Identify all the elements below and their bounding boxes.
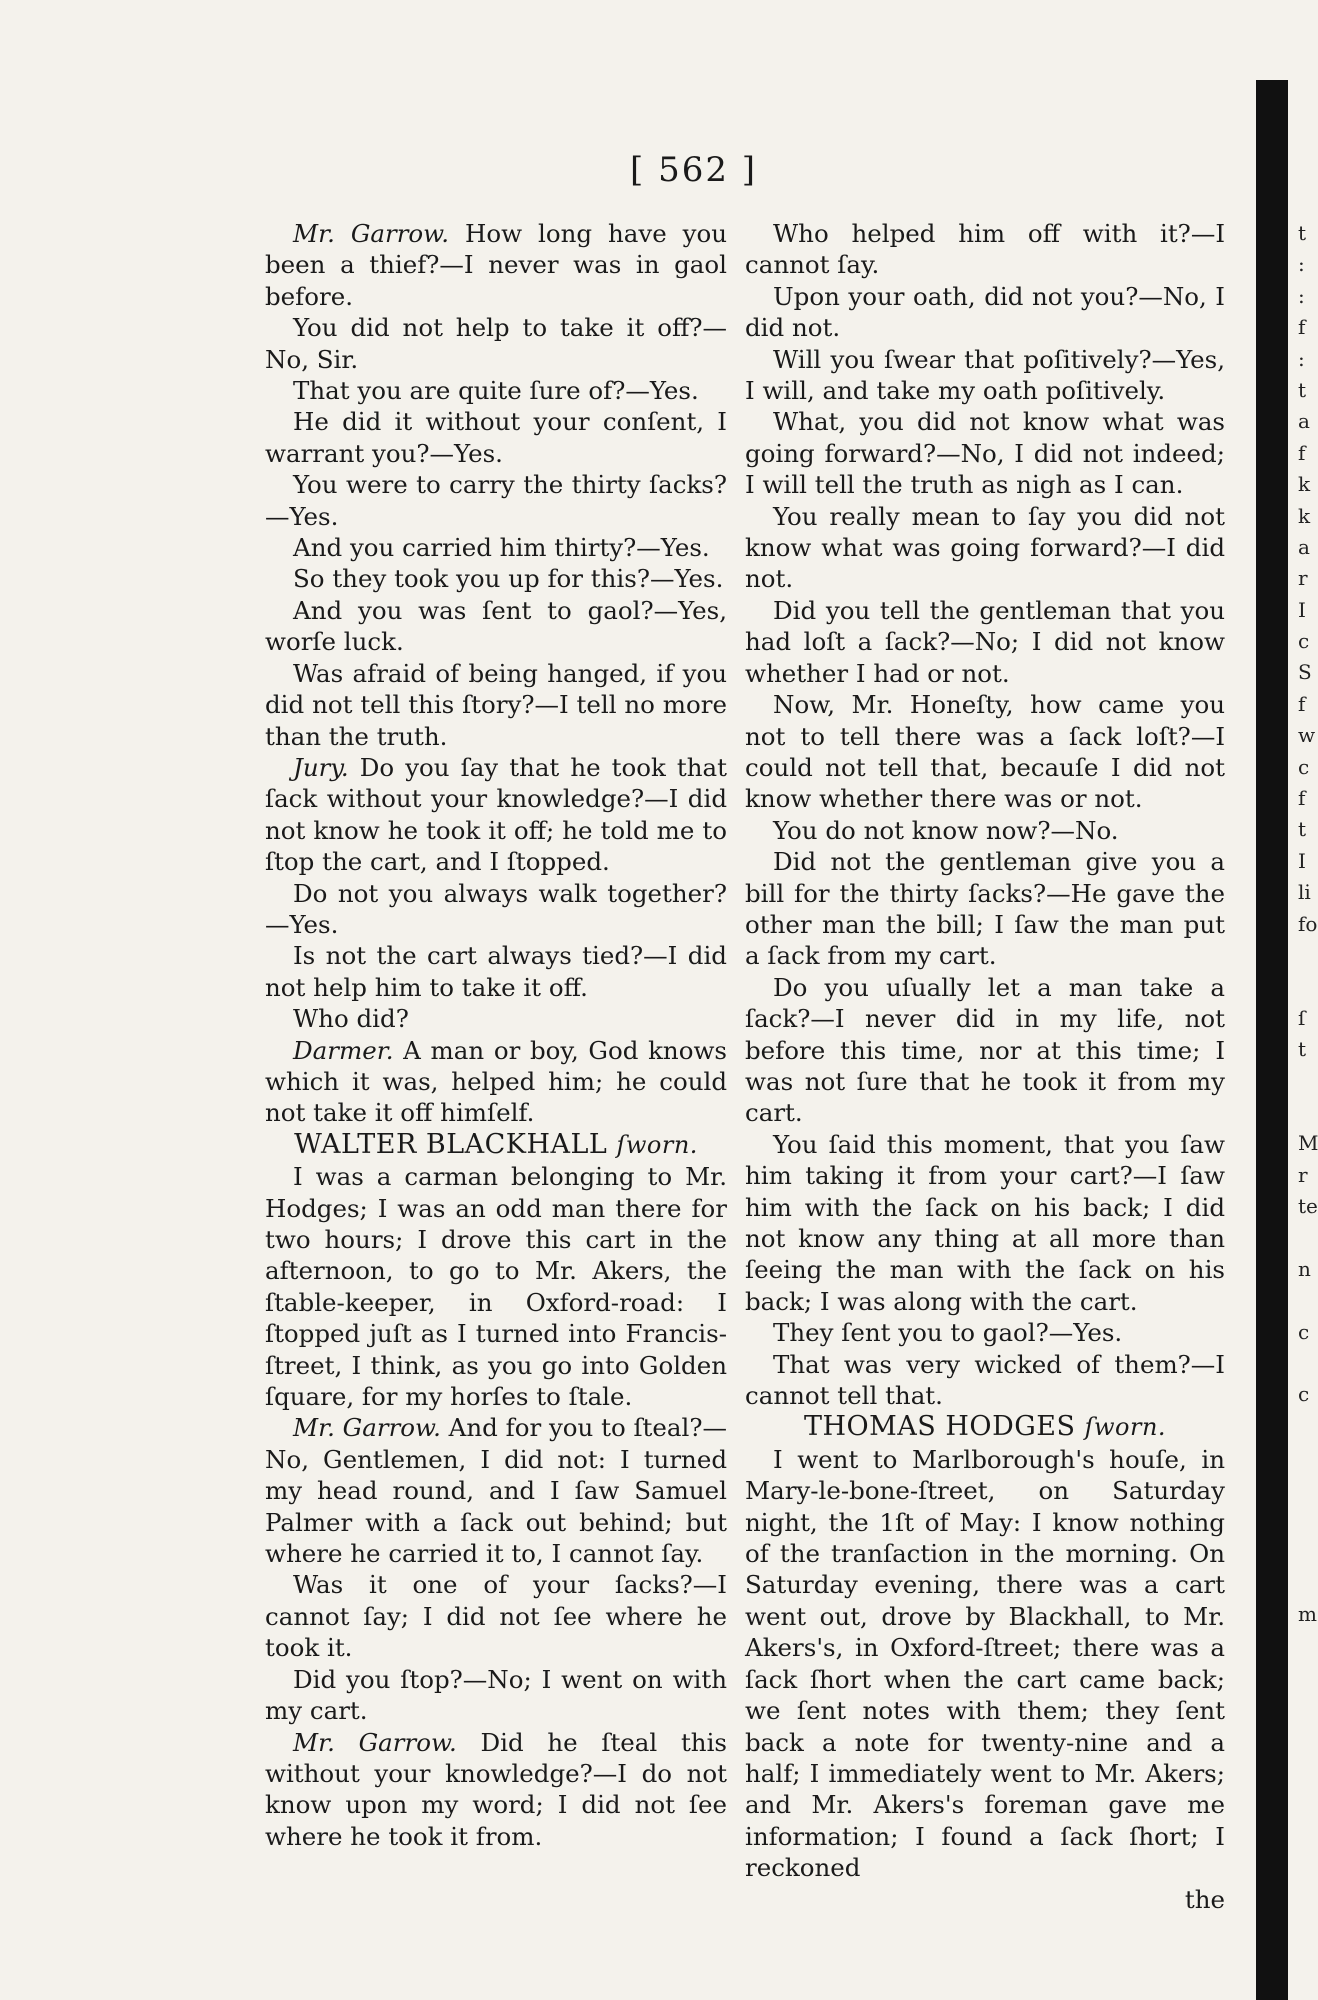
speaker-label: Mr. Garrow. xyxy=(293,1727,457,1757)
testimony-text: Was it one of your ſacks?—I cannot ſay; I did not ſee where he took it. xyxy=(265,1570,727,1663)
margin-fragment xyxy=(1298,1536,1316,1567)
testimony-paragraph xyxy=(265,595,727,658)
margin-fragment: : xyxy=(1298,346,1305,371)
testimony-paragraph xyxy=(265,312,727,375)
right-column-paragraphs xyxy=(745,218,1225,1411)
testimony-paragraph xyxy=(265,1003,727,1034)
testimony-text: You did not help to take it off?—No, Sir. xyxy=(265,313,727,374)
testimony-paragraph xyxy=(745,595,1225,689)
testimony-text: They ſent you to gaol?—Yes. xyxy=(773,1318,1123,1348)
testimony-paragraph xyxy=(745,972,1225,1129)
left-column-paragraphs xyxy=(265,218,727,1129)
margin-fragment: te xyxy=(1298,1194,1318,1219)
margin-fragment: t xyxy=(1298,817,1307,842)
testimony-text: A man or boy, God knows which it was, helped him; he could not take it off himſelf. xyxy=(265,1035,727,1128)
facing-page-edge xyxy=(1256,80,1288,2000)
testimony-text: He did it without your conſent, I warrant you?—Yes. xyxy=(265,407,727,468)
speaker-label: Jury. xyxy=(293,752,349,782)
margin-fragment: t xyxy=(1298,377,1307,402)
margin-fragment: fo xyxy=(1298,911,1318,936)
testimony-text: Did he ſteal this without your knowledge?—I do not know upon my word; I did not ſee where he took it from. xyxy=(265,1727,727,1851)
testimony-text: Did you ſtop?—No; I went on with my cart. xyxy=(265,1664,727,1726)
testimony-text: You ſaid this moment, that you ſaw him taking it from your cart?—I ſaw him with the ſack on his back; I did not know any thing at all more than ſeeing the man with the ſack on his back; I was along with the cart. xyxy=(745,1129,1225,1316)
testimony-paragraph xyxy=(745,1349,1225,1412)
catchword: the xyxy=(1184,1884,1225,1914)
testimony-paragraph xyxy=(265,940,727,1003)
right-column xyxy=(745,218,1225,1915)
margin-fragment: k xyxy=(1298,472,1311,497)
testimony-paragraph xyxy=(745,344,1225,407)
margin-fragment: n xyxy=(1298,1256,1311,1281)
testimony-text: Did you tell the gentleman that you had loſt a ſack?—No; I did not know whether I had or not. xyxy=(745,595,1225,688)
margin-fragment xyxy=(1298,1097,1316,1128)
testimony-paragraph xyxy=(265,1727,727,1853)
testimony-text: And you carried him thirty?—Yes. xyxy=(293,533,710,563)
margin-fragment: c xyxy=(1298,1382,1310,1407)
margin-fragment: a xyxy=(1298,534,1310,559)
margin-fragment: f xyxy=(1298,315,1306,340)
speaker-label: Mr. Garrow. xyxy=(293,1413,441,1443)
margin-fragment: a xyxy=(1298,409,1310,434)
margin-fragment: t xyxy=(1298,1037,1307,1062)
testimony-paragraph xyxy=(745,218,1225,281)
margin-fragment xyxy=(1298,940,1316,971)
witness-name: THOMAS HODGES xyxy=(803,1411,1076,1443)
margin-fragment xyxy=(1298,1223,1316,1254)
margin-fragment xyxy=(1298,1505,1316,1536)
testimony-paragraph xyxy=(745,281,1225,344)
testimony-text: Did not the gentleman give you a bill for the thirty ſacks?—He gave the other man the bill; I ſaw the man put a ſack from my cart. xyxy=(745,847,1225,971)
testimony-paragraph xyxy=(265,878,727,941)
margin-fragment: c xyxy=(1298,629,1310,654)
left-column-paragraphs-2 xyxy=(265,1161,727,1852)
margin-fragment: r xyxy=(1298,1162,1308,1187)
testimony-text: That you are quite ſure of?—Yes. xyxy=(293,376,699,406)
testimony-text: You do not know now?—No. xyxy=(773,815,1119,845)
margin-fragment: w xyxy=(1298,723,1316,748)
margin-fragment: ſ xyxy=(1298,1005,1306,1030)
testimony-paragraph xyxy=(745,1129,1225,1317)
margin-fragment: f xyxy=(1298,440,1306,465)
margin-fragment: k xyxy=(1298,503,1311,528)
testimony-text: Upon your oath, did not you?—No, I did not. xyxy=(745,281,1225,343)
margin-fragment xyxy=(1298,1474,1316,1505)
testimony-paragraph xyxy=(265,658,727,752)
page-number: [ 562 ] xyxy=(630,150,758,190)
testimony-paragraph xyxy=(265,1664,727,1727)
testimony-text: That was very wicked of them?—I cannot tell that. xyxy=(745,1349,1225,1411)
testimony-paragraph xyxy=(265,406,727,469)
left-column xyxy=(265,218,727,1852)
testimony-paragraph xyxy=(265,1161,727,1412)
speaker-label: Mr. Garrow. xyxy=(293,219,450,248)
testimony-paragraph xyxy=(265,469,727,532)
margin-fragment: t xyxy=(1298,221,1307,245)
margin-fragment xyxy=(1298,1066,1316,1097)
testimony-text: Who helped him off with it?—I cannot ſay. xyxy=(745,219,1225,280)
facing-page-margin-fragments xyxy=(1298,218,1316,1631)
margin-fragment: m xyxy=(1298,1602,1317,1627)
testimony-text: You were to carry the thirty ſacks?—Yes. xyxy=(265,470,727,531)
margin-fragment xyxy=(1298,1568,1316,1599)
testimony-paragraph xyxy=(265,563,727,594)
margin-fragment: : xyxy=(1298,283,1305,308)
testimony-text: Who did? xyxy=(293,1004,409,1034)
sworn-label: ſworn. xyxy=(616,1130,698,1159)
margin-fragment xyxy=(1298,1285,1316,1316)
margin-fragment: : xyxy=(1298,252,1305,277)
testimony-paragraph xyxy=(265,218,727,312)
testimony-text: And you was ſent to gaol?—Yes, worſe luck. xyxy=(265,595,727,657)
right-column-paragraphs-2 xyxy=(745,1444,1225,1884)
testimony-text: Do you ſay that he took that ſack without your knowledge?—I did not know he took it off; he told me to ſtop the cart, and I ſtopped. xyxy=(265,752,727,877)
testimony-paragraph xyxy=(265,532,727,563)
testimony-text: I was a carman belonging to Mr. Hodges; I was an odd man there for two hours; I drove this cart in the afternoon, to go to Mr. Akers, the ſtable-keeper, in Oxford-road: I ſtopped juſt as I turned into Francis-ſtreet, I think, as you go into Golden ſquare, for my horſes to ſtale. xyxy=(265,1162,727,1412)
section-heading-thomas-hodges xyxy=(745,1411,1225,1443)
testimony-text: What, you did not know what was going forward?—No, I did not indeed; I will tell the truth as nigh as I can. xyxy=(745,407,1225,500)
testimony-paragraph xyxy=(745,1444,1225,1884)
testimony-text: Now, Mr. Honeſty, how came you not to tell there was a ſack loſt?—I could not tell that, becauſe I did not know whether there was or not. xyxy=(745,690,1225,814)
margin-fragment xyxy=(1298,971,1316,1002)
speaker-label: Darmer. xyxy=(293,1035,394,1065)
sworn-label: ſworn. xyxy=(1084,1413,1167,1442)
testimony-text: So they took you up for this?—Yes. xyxy=(293,564,724,594)
margin-fragment xyxy=(1298,1411,1316,1442)
testimony-paragraph xyxy=(745,406,1225,500)
margin-fragment: f xyxy=(1298,691,1306,716)
margin-fragment: M xyxy=(1298,1131,1318,1156)
testimony-text: Is not the cart always tied?—I did not help him to take it off. xyxy=(265,941,727,1002)
testimony-text: Will you ſwear that poſitively?—Yes, I will, and take my oath poſitively. xyxy=(745,344,1225,406)
margin-fragment xyxy=(1298,1442,1316,1473)
margin-fragment xyxy=(1298,1348,1316,1379)
margin-fragment: c xyxy=(1298,1319,1310,1344)
margin-fragment: I xyxy=(1298,848,1306,873)
testimony-paragraph xyxy=(745,846,1225,972)
margin-fragment: f xyxy=(1298,786,1306,811)
testimony-text: I went to Marlborough's houſe, in Mary-le-bone-ſtreet, on Saturday night, the 1ſt of May: I know nothing of the tranſaction in the morning. On Saturday evening, there was a cart went out, drove by Blackhall, to Mr. Akers's, in Oxford-ſtreet; there was a ſack ſhort when the cart came back; we ſent notes with them; they ſent back a note for twenty-nine and a half; I immediately went to Mr. Akers; and Mr. Akers's foreman gave me information; I found a ſack ſhort; I reckoned xyxy=(745,1444,1225,1883)
testimony-text: Was afraid of being hanged, if you did not tell this ſtory?—I tell no more than the truth. xyxy=(265,658,727,751)
margin-fragment: S xyxy=(1298,660,1312,685)
testimony-text: And for you to ſteal?—No, Gentlemen, I did not: I turned my head round, and I ſaw Samuel Palmer with a ſack out behind; but where he carried it to, I cannot ſay. xyxy=(265,1413,727,1569)
testimony-paragraph xyxy=(265,375,727,406)
testimony-text: You really mean to ſay you did not know what was going forward?—I did not. xyxy=(745,501,1225,594)
section-heading-walter-blackhall xyxy=(265,1129,727,1161)
margin-fragment: I xyxy=(1298,597,1306,622)
margin-fragment: c xyxy=(1298,754,1310,779)
testimony-paragraph xyxy=(265,1569,727,1663)
testimony-paragraph xyxy=(745,815,1225,846)
testimony-paragraph xyxy=(745,689,1225,815)
testimony-paragraph xyxy=(745,501,1225,595)
testimony-paragraph xyxy=(265,1412,727,1569)
testimony-paragraph xyxy=(265,1035,727,1129)
witness-name: WALTER BLACKHALL xyxy=(294,1128,608,1160)
margin-fragment: r xyxy=(1298,566,1308,591)
testimony-text: How long have you been a thief?—I never was in gaol before. xyxy=(265,219,727,311)
margin-fragment: li xyxy=(1298,880,1311,905)
testimony-text: Do you uſually let a man take a ſack?—I never did in my life, not before this time, nor at this time; I was not ſure that he took it from my cart. xyxy=(745,972,1225,1128)
testimony-text: Do not you always walk together?—Yes. xyxy=(265,878,727,939)
testimony-paragraph xyxy=(265,752,727,878)
testimony-paragraph xyxy=(745,1317,1225,1348)
